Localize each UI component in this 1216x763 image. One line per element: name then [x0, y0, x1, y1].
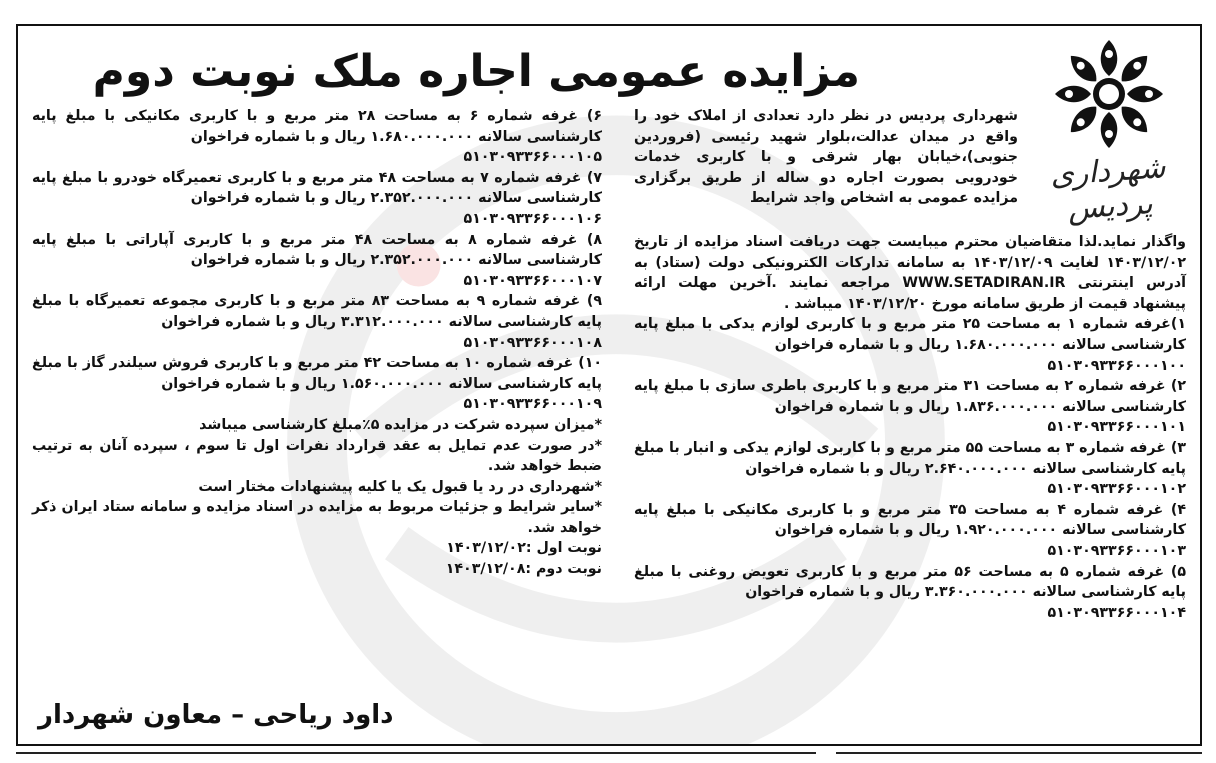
list-item: [634, 500, 1186, 562]
note-forfeit: *در صورت عدم تمایل به عقد قرارداد نفرات اول تا سوم ، سپرده آنان به ترتیب ضبط خواهد شد.: [32, 437, 602, 475]
date-second: نوبت دوم :۱۴۰۳/۱۲/۰۸: [445, 561, 602, 578]
intro-top: [634, 106, 1018, 209]
logo-caption: شهرداری پردیس: [1049, 150, 1167, 227]
list-item: [32, 353, 602, 415]
right-column: [634, 232, 1186, 623]
item-code: ۵۱۰۳۰۹۳۳۶۶۰۰۰۱۰۷: [463, 272, 602, 289]
item-text: ۹) غرفه شماره ۹ به مساحت ۸۳ متر مربع و با کاربری مجموعه تعمیرگاه با مبلغ پایه کارشناسی سالانه ۳.۳۱۲.۰۰۰.۰۰۰ ریال و با شماره فراخوان: [32, 293, 603, 330]
ornament-flower-icon: [1049, 34, 1169, 154]
list-item: [634, 562, 1186, 624]
list-item: [32, 291, 602, 353]
item-text: ۱)غرفه شماره ۱ به مساحت ۲۵ متر مربع و با کاربری لوازم یدکی با مبلغ پایه کارشناسی سالانه ۱.۶۸۰.۰۰۰.۰۰۰ ریال و با شماره فراخوان: [634, 316, 1187, 353]
item-text: ۷) غرفه شماره ۷ به مساحت ۴۸ متر مربع و با کاربری تعمیرگاه خودرو با مبلغ پایه کارشناسی سالانه ۲.۳۵۲.۰۰۰.۰۰۰ ریال و با شماره فراخوان: [32, 169, 602, 207]
note-deposit: *میزان سپرده شرکت در مزایده ۵٪مبلغ کارشناسی میباشد: [199, 416, 602, 433]
list-item: [634, 314, 1186, 376]
item-text: ۴) غرفه شماره ۴ به مساحت ۳۵ متر مربع و با کاربری مکانیکی با مبلغ پایه کارشناسی سالانه ۱.۹۲۰.۰۰۰.۰۰۰ ریال و با شماره فراخوان: [634, 501, 1186, 539]
item-code: ۵۱۰۳۰۹۳۳۶۶۰۰۰۱۰۳: [1047, 542, 1186, 559]
item-code: ۵۱۰۳۰۹۳۳۶۶۰۰۰۱۰۲: [1047, 481, 1186, 498]
item-code: ۵۱۰۳۰۹۳۳۶۶۰۰۰۱۰۹: [463, 396, 602, 413]
item-text: ۵) غرفه شماره ۵ به مساحت ۵۶ متر مربع و با کاربری تعویض روغنی با مبلغ پایه کارشناسی سالانه ۳.۳۶۰.۰۰۰.۰۰۰ ریال و با شماره فراخوان: [634, 563, 1187, 601]
bottom-rule: [16, 752, 1202, 760]
note-details: *سایر شرایط و جزئیات مربوط به مزایده در اسناد مزایده و سامانه ستاد ایران ذکر خواهد شد.: [32, 499, 602, 536]
intro-text-top: شهرداری پردیس در نظر دارد تعدادی از املاک خود را واقع در میدان عدالت،بلوار شهید رئیسی (فروردین جنوبی)،خیابان بهار شرقی و با کاربری خدمات خودرویی بصورت اجاره دو ساله از طریق برگزاری مزایده عمومی به اشخاص واجد شرایط: [634, 108, 1018, 207]
list-item: [32, 230, 602, 292]
item-code: ۵۱۰۳۰۹۳۳۶۶۰۰۰۱۰۰: [1047, 357, 1186, 374]
item-text: ۶) غرفه شماره ۶ به مساحت ۲۸ متر مربع و با کاربری مکانیکی با مبلغ پایه کارشناسی سالانه ۱.۶۸۰.۰۰۰.۰۰۰ ریال و با شماره فراخوان: [32, 108, 603, 145]
municipality-logo: [1024, 30, 1194, 227]
item-code: ۵۱۰۳۰۹۳۳۶۶۰۰۰۱۰۶: [463, 210, 602, 227]
item-text: ۲) غرفه شماره ۲ به مساحت ۳۱ متر مربع و با کاربری باطری سازی با مبلغ پایه کارشناسی سالانه ۱.۸۳۶.۰۰۰.۰۰۰ ریال و با شماره فراخوان: [634, 378, 1186, 415]
item-code: ۵۱۰۳۰۹۳۳۶۶۰۰۰۱۰۸: [463, 334, 602, 351]
item-text: ۸) غرفه شماره ۸ به مساحت ۴۸ متر مربع و با کاربری آپاراتی با مبلغ پایه کارشناسی سالانه ۲.۳۵۲.۰۰۰.۰۰۰ ریال و با شماره فراخوان: [32, 231, 602, 269]
left-column: [32, 106, 602, 580]
list-item: [634, 376, 1186, 438]
list-item: [634, 438, 1186, 500]
item-code: ۵۱۰۳۰۹۳۳۶۶۰۰۰۱۰۵: [463, 149, 602, 166]
signature: داود ریاحی – معاون شهردار: [38, 700, 394, 730]
item-code: ۵۱۰۳۰۹۳۳۶۶۰۰۰۱۰۱: [1047, 419, 1186, 436]
item-text: ۱۰) غرفه شماره ۱۰ به مساحت ۴۲ متر مربع و با کاربری فروش سیلندر گاز با مبلغ پایه کارشناسی سالانه ۱.۵۶۰.۰۰۰.۰۰۰ ریال و با شماره فراخوان: [32, 355, 603, 392]
list-item: [32, 106, 602, 168]
page-title: مزایده عمومی اجاره ملک نوبت دوم: [92, 46, 860, 97]
notice-frame: [16, 24, 1202, 746]
list-item: [32, 168, 602, 230]
note-rights: *شهرداری در رد یا قبول یک یا کلیه پیشنهادات مختار است: [198, 478, 602, 495]
date-first: نوبت اول :۱۴۰۳/۱۲/۰۲: [446, 540, 602, 557]
item-code: ۵۱۰۳۰۹۳۳۶۶۰۰۰۱۰۴: [1047, 604, 1186, 621]
item-text: ۳) غرفه شماره ۳ به مساحت ۵۵ متر مربع و با کاربری لوازم یدکی و انبار با مبلغ پایه کارشناسی سالانه ۲.۶۴۰.۰۰۰.۰۰۰ ریال و با شماره فراخوان: [634, 439, 1186, 477]
intro-text-rest: واگذار نماید.لذا متقاضیان محترم میبایست جهت دریافت اسناد مزایده از تاریخ ۱۴۰۳/۱۲/۰۲ لغایت ۱۴۰۳/۱۲/۰۹ به سامانه تدارکات الکترونیکی دولت (ستاد) به آدرس اینترنتی WWW.SETADIRAN.IR مراجعه نمایند .آخرین مهلت ارائه پیشنهاد قیمت از طریق سامانه مورخ ۱۴۰۳/۱۲/۲۰ میباشد .: [634, 234, 1187, 312]
